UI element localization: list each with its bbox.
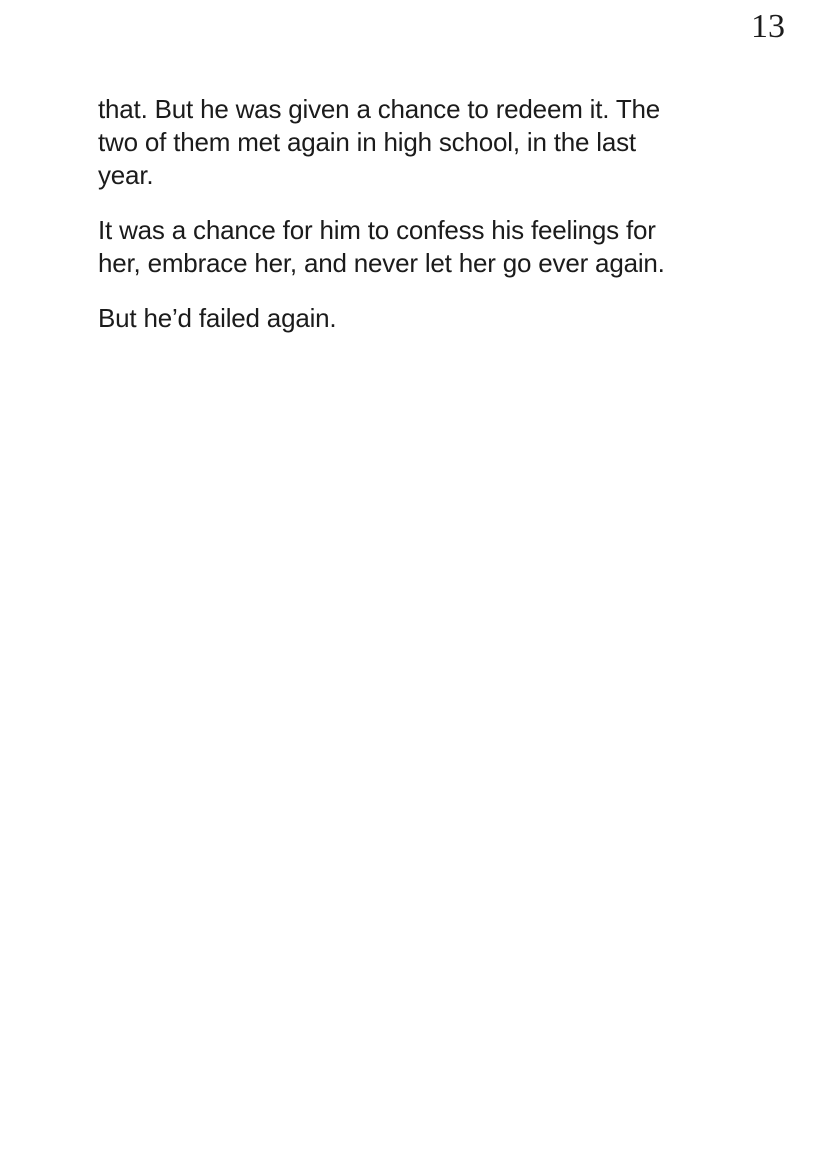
text-line: her, embrace her, and never let her go ever again. <box>98 248 665 278</box>
text-line: But he’d failed again. <box>98 303 337 333</box>
paragraph <box>98 214 758 280</box>
text-line: that. But he was given a chance to redeem it. The <box>98 94 661 124</box>
page-number: 13 <box>751 8 785 45</box>
text-line: two of them met again in high school, in the last <box>98 127 636 157</box>
paragraph <box>98 93 758 192</box>
body-text <box>98 93 758 357</box>
text-line: It was a chance for him to confess his feelings for <box>98 215 656 245</box>
text-line: year. <box>98 160 154 190</box>
paragraph <box>98 302 758 335</box>
